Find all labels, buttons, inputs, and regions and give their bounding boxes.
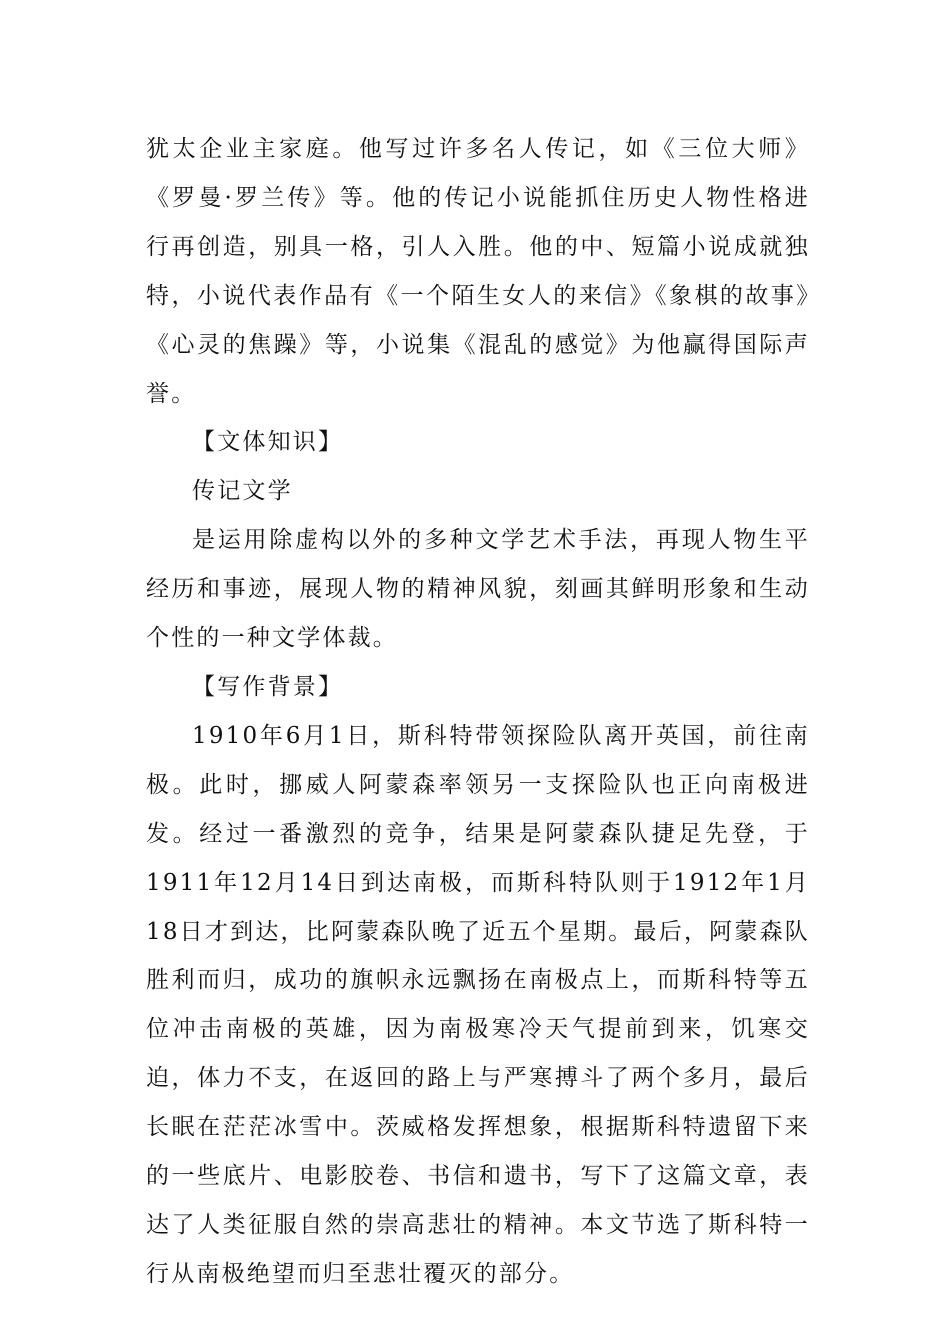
section-heading-genre-knowledge: 【文体知识】: [192, 429, 344, 456]
author-bio-paragraph: 犹太企业主家庭。他写过许多名人传记，如《三位大师》《罗曼·罗兰传》等。他的传记小说能抓住历史人物性格进行再创造，别具一格，引人入胜。他的中、短篇小说成就独特，小说代表作品有《一个陌生女人的来信》《象棋的故事》《心灵的焦躁》等，小说集《混乱的感觉》为他赢得国际声誉。: [146, 136, 810, 407]
subheading-biographical-literature: 传记文学: [192, 478, 293, 505]
genre-definition-paragraph: 是运用除虚构以外的多种文学艺术手法，再现人物生平经历和事迹，展现人物的精神风貌，刻画其鲜明形象和生动个性的一种文学体裁。: [146, 527, 810, 652]
background-paragraph: 1910年6月1日，斯科特带领探险队离开英国，前往南极。此时，挪威人阿蒙森率领另一支探险队也正向南极进发。经过一番激烈的竞争，结果是阿蒙森队捷足先登，于1911年12月14日到达南极，而斯科特队则于1912年1月18日才到达，比阿蒙森队晚了近五个星期。最后，阿蒙森队胜利而归，成功的旗帜永远飘扬在南极点上，而斯科特等五位冲击南极的英雄，因为南极寒冷天气提前到来，饥寒交迫，体力不支，在返回的路上与严寒搏斗了两个多月，最后长眠在茫茫冰雪中。茨威格发挥想象，根据斯科特遗留下来的一些底片、电影胶卷、书信和遗书，写下了这篇文章，表达了人类征服自然的崇高悲壮的精神。本文节选了斯科特一行从南极绝望而归至悲壮覆灭的部分。: [146, 722, 810, 1287]
section-heading-writing-background: 【写作背景】: [192, 673, 344, 700]
document-body: [146, 125, 810, 1299]
